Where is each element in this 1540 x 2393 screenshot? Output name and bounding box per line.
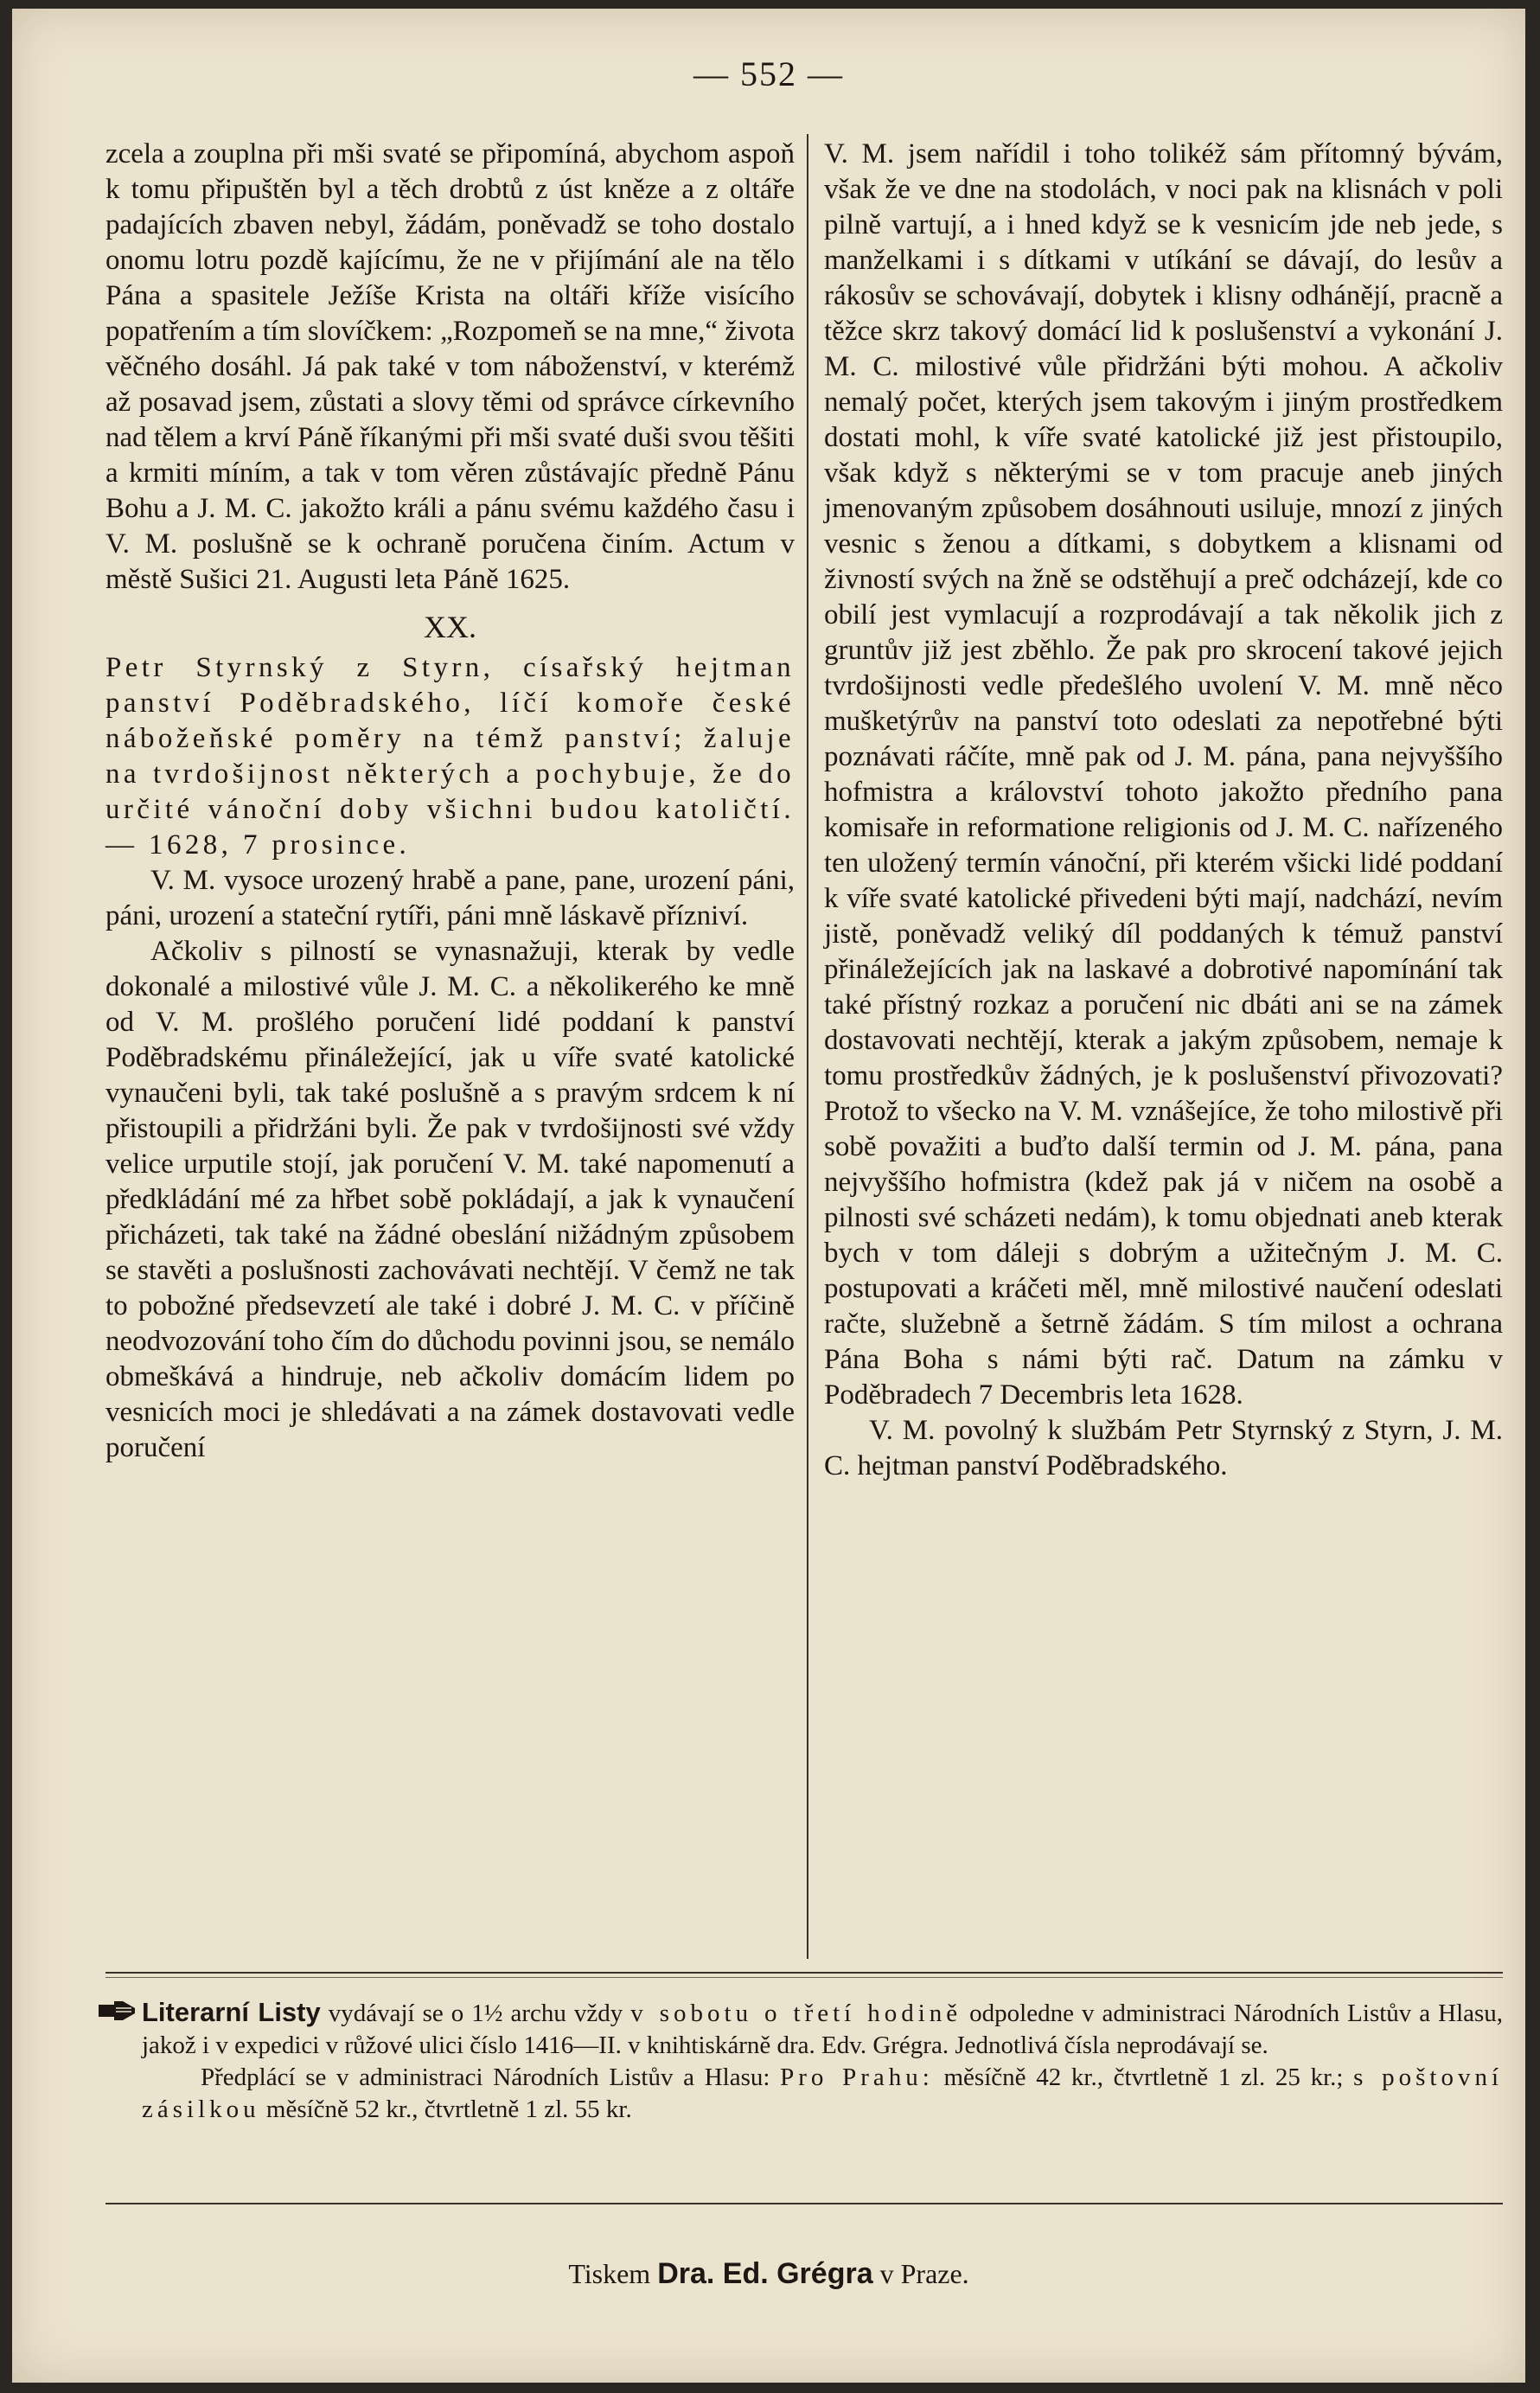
notice-line-2e: měsíčně 52 kr., čtvrtletně 1 zl. 55 kr. [265, 2095, 632, 2123]
left-paragraph-3: Ačkoliv s pilností se vynasnažuji, kterak by vedle dokonalé a milostivé vůle J. M. C. a několikerého ke mně od V. M. prošlého poručení lidé poddaní k panství Poděbradskému přináležející, jak u víře svaté katolické vynaučeni byli, tak také poslušně a s pravým srdcem k ní přistoupili a přidržáni byli. Že pak v tvrdošijnosti své vždy velice urputile stojí, jak poručení V. M. také napomenutí a předkládání mé za hřbet sobě pokládají, a jak k vynaučení přicházeti, tak také na žádné obeslání nižádným způsobem se stavěti a poslušnosti zachovávati nechtějí. V čemž ne tak to pobožné předsevzetí ale také i dobré J. M. C. v příčině neodvozování toho čím do důchodu povinni jsou, se nemálo obmeškává a hindruje, neb ačkoliv domácím lidem po vesnicích moci je shledávati a na zámek dostavovati vedle poručení [105, 936, 795, 1463]
printer-imprint [12, 2257, 1525, 2291]
notice-line-2a: Předplácí se v administraci Národních Listův a Hlasu: [201, 2063, 770, 2091]
footer-rule-top [105, 1972, 1503, 1974]
left-paragraph-1: zcela a zouplna při mši svaté se připomíná, abychom aspoň k tomu připuštěn byl a těch drobtů z úst kněze a z oltáře padajících zbaven nebyl, žádám, poněvadž se toho dostalo onomu lotru pozdě kajícímu, že ne v přijímání ale na tělo Pána a spasitele Ježíše Krista na oltáři kříže visícího popatřením a tím slovíčkem: „Rozpomeň se na mne,“ života věčného dosáhl. Já pak také v tom náboženství, v kterémž až posavad jsem, zůstati a slovy těmi od správce církevního nad tělem a krví Páně říkanými při mši svaté duši svou těšiti a krmiti míním, a tak v tom věren zůstávajíc předně Pánu Bohu a J. M. C. jakožto králi a pánu svému každého času i V. M. poslušně se k ochraně poručena činím. Actum v městě Sušici 21. Augusti leta Páně 1625. [105, 138, 795, 595]
printer-name: Dra. Ed. Grégra [657, 2257, 873, 2290]
publication-title: Literarní Listy [142, 1997, 321, 2027]
notice-line-2c: měsíčně 42 kr., čtvrtletně 1 zl. 25 kr.; [943, 2063, 1344, 2091]
section-heading: Petr Styrnský z Styrn, císařský hejtman panství Poděbradského, líčí komoře české nábožeňské poměry na témž panství; žaluje na tvrdošijnost některých a pochybuje, že do určité vánoční doby všichni budou katoličtí. — 1628, 7 prosince. [105, 652, 795, 861]
notice-line-1b: v sobotu o třetí hodině [630, 1999, 962, 2027]
left-column [105, 137, 795, 1970]
page-sheet [12, 9, 1525, 2383]
section-number: XX. [424, 610, 476, 644]
page-number: — 552 — [693, 54, 844, 93]
footer-rule-thin [105, 1977, 1503, 1978]
column-divider [807, 134, 808, 1959]
right-column [824, 137, 1503, 1970]
footer-rule-bottom [105, 2203, 1503, 2204]
notice-line-2b: Pro Prahu: [780, 2063, 934, 2091]
pointing-hand-icon [97, 1998, 137, 2024]
right-paragraph-2: V. M. povolný k službám Petr Styrnský z Styrn, J. M. C. hejtman panství Poděbradského. [824, 1415, 1503, 1481]
right-paragraph-1: V. M. jsem nařídil i toho tolikéž sám přítomný bývám, však že ve dne na stodolách, v noci pak na klisnách v poli pilně vartují, a i hned když se k vesnicím jde neb jede, s manželkami i s dítkami v utíkání se dávají, do lesův a rákosův se schovávají, dobytek i klisny odhánějí, pracně a těžce skrz takový domácí lid k poslušenství a vykonání J. M. C. milostivé vůle přidržáni býti mohou. A ačkoliv nemalý počet, kterých jsem takovým i jiným prostředkem dostati mohl, k víře svaté katolické již jest přistoupilo, však když s některými se v tom pracuje aneb jiných jmenovaným způsobem dosáhnouti usiluje, mnozí z jiných vesnic s ženou a dítkami, s dobytkem a klisnami od živností svých na žně se odstěhují a preč odcházejí, kde co obilí jest vymlacují a rozprodávají a tak několik jich z gruntův již jest zběhlo. Že pak pro skrocení takové jejich tvrdošijnosti vedle předešlého uvolení V. M. mně něco mušketýrův na panství toto odeslati za nepotřebné býti poznávati ráčíte, mně pak od J. M. pána, pana nejvyššího hofmistra a království tohoto jakožto předního pana komisaře in reformatione religionis od J. M. C. nařízeného ten uložený termín vánoční, při kterém všicki lidé poddaní k víře svaté katolické přivedeni býti mají, nadchází, nevím jistě, poněvadž veliký díl poddaných k témuž panství přináležejících jak na laskavé a dobrotivé napomínání tak také přístný rozkaz a poručení nic dbáti ani se na zámek dostavovati nechtějí, kterak a jakým způsobem, nemaje k tomu prostředkův žádných, je k poslušenství přivozovati? Protož to všecko na V. M. vznášejíce, že toho milostivě při sobě považiti a buďto další termin od J. M. pána, pana nejvyššího hofmistra (kdež pak já v ničem na osobě a pilnosti své scházeti nedám), k tomu objednati aneb kterak bych v tom dáleji s dobrým a užitečným J. M. C. postupovati a kráčeti měl, mně milostivé naučení odeslati račte, služebně a šetrně žádám. S tím milost a ochrana Pána Boha s námi býti rač. Datum na zámku v Poděbradech 7 Decembris leta 1628. [824, 138, 1503, 1411]
printer-prefix: Tiskem [568, 2258, 651, 2289]
notice-line-2d: s poštovní zásilkou [142, 2063, 1503, 2123]
publication-notice [142, 1996, 1503, 2126]
notice-line-1c: odpoledne v administraci Národních Listův a Hlasu, jakož i v expedici v růžové ulici číslo 1416—II. v knihtiskárně dra. Edv. Grégra. Jednotlivá čísla neprodávají se. [142, 1999, 1504, 2059]
notice-line-1a: vydávají se o 1½ archu vždy [328, 1999, 623, 2027]
left-paragraph-2: V. M. vysoce urozený hrabě a pane, pane, urození páni, páni, urození a stateční rytíři, páni mně láskavě přízniví. [105, 865, 795, 931]
printer-suffix: v Praze. [879, 2258, 969, 2289]
